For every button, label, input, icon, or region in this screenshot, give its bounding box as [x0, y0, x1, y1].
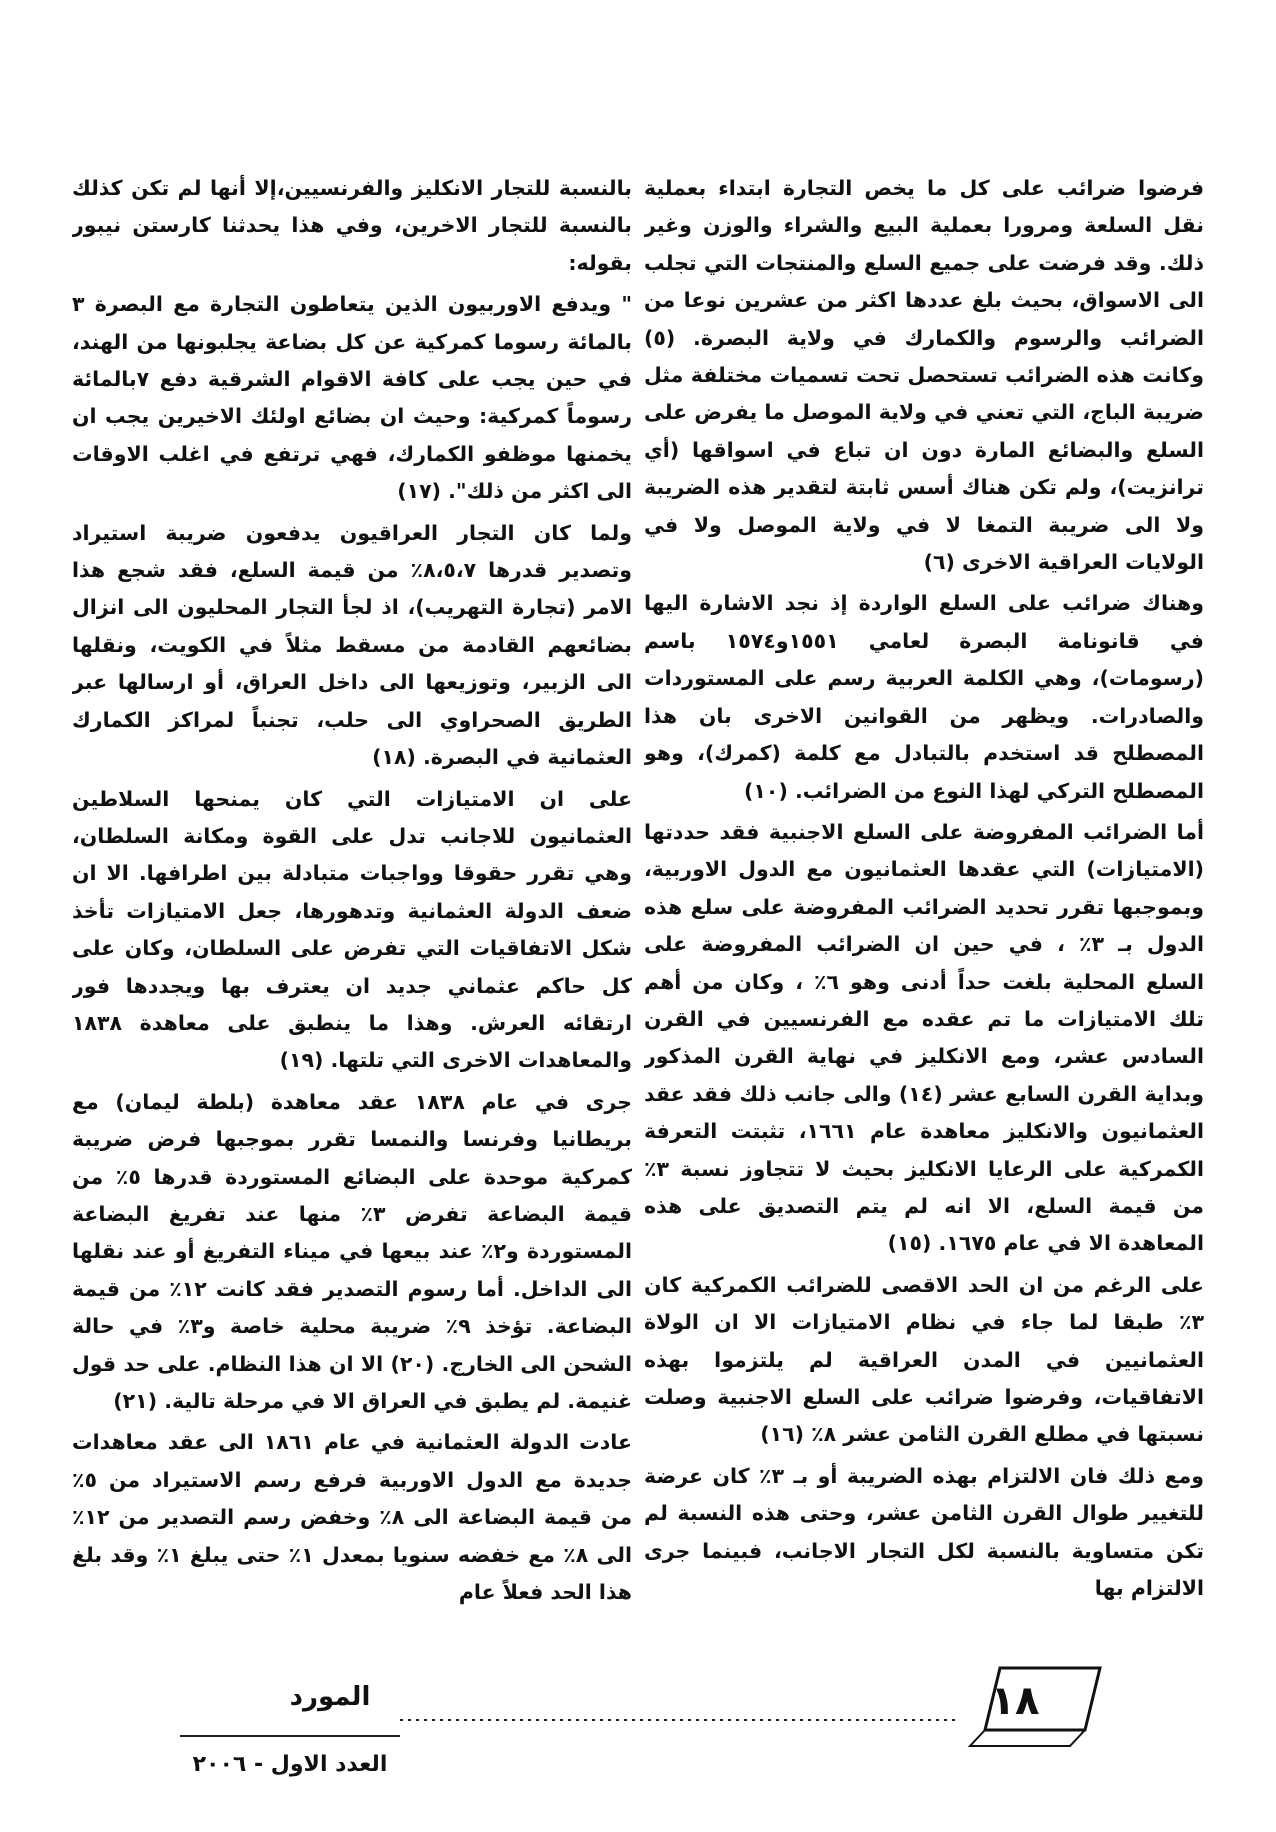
paragraph: فرضوا ضرائب على كل ما يخص التجارة ابتداء بعملية نقل السلعة ومرورا بعملية البيع والشراء والوزن وغير ذلك. وقد فرضت على جميع السلع والمنتجات التي تجلب الى الاسواق، بحيث بلغ عددها اكثر من عشرين نوعا من الضرائب والرسوم والكمارك في ولاية البصرة. (٥) وكانت هذه الضرائب تستحصل تحت تسميات مختلفة مثل ضريبة الباج، التي تعني في ولاية الموصل ما يفرض على السلع والبضائع المارة دون ان تباع في اسواقها (أي ترانزيت)، ولم تكن هناك أسس ثابتة لتقدير هذه الضريبة ولا الى ضريبة التمغا لا في ولاية الموصل ولا في الولايات العراقية الاخرى (٦)	[644, 176, 1204, 575]
left-column	[72, 170, 632, 1650]
right-column	[644, 170, 1204, 1650]
paragraph: عادت الدولة العثمانية في عام ١٨٦١ الى عقد معاهدات جديدة مع الدول الاوربية فرفع رسم الاستيراد من ٥٪ من قيمة البضاعة الى ٨٪ وخفض رسم التصدير من ١٢٪ الى ٨٪ مع خفضه سنويا بمعدل ١٪ حتى يبلغ ١٪ وقد بلغ هذا الحد فعلاً عام	[72, 1430, 632, 1605]
paragraph: جرى في عام ١٨٣٨ عقد معاهدة (بلطة ليمان) مع بريطانيا وفرنسا والنمسا تقرر بموجبها فرض ضريبة كمركية موحدة على البضائع المستوردة قدرها ٥٪ من قيمة البضاعة تفرض ٣٪ منها عند تفريغ البضاعة المستوردة و٢٪ عند بيعها في ميناء التفريغ أو عند نقلها الى الداخل. أما رسوم التصدير فقد كانت ١٢٪ من قيمة البضاعة. تؤخذ ٩٪ ضريبة محلية خاصة و٣٪ في حالة الشحن الى الخارج. (٢٠) الا ان هذا النظام. على حد قول غنيمة. لم يطبق في العراق الا في مرحلة تالية. (٢١)	[72, 1089, 632, 1413]
issue-line: العدد الاول - ٢٠٠٦	[192, 1752, 388, 1777]
page-number-tab-shadow	[970, 1730, 1085, 1746]
journal-name: المورد	[289, 1682, 371, 1712]
paragraph: ولما كان التجار العراقيون يدفعون ضريبة استيراد وتصدير قدرها ٨،٥،٧٪ من قيمة السلع، فقد شجع هذا الامر (تجارة التهريب)، اذ لجأ التجار المحليون الى انزال بضائعهم القادمة من مسقط مثلاً في الكويت، ونقلها الى الزبير، وتوزيعها الى داخل العراق، أو ارسالها عبر الطريق الصحراوي الى حلب، تجنباً لمراكز الكمارك العثمانية في البصرة. (١٨)	[72, 520, 632, 770]
paragraph: بالنسبة للتجار الانكليز والفرنسيين،إلا أنها لم تكن كذلك بالنسبة للتجار الاخرين، وفي هذا يحدثنا كارستن نيبور بقوله:	[72, 176, 632, 275]
paragraph: " ويدفع الاوربيون الذين يتعاطون التجارة مع البصرة ٣ بالمائة رسوما كمركية عن كل بضاعة يجلبونها من الهند، في حين يجب على كافة الاقوام الشرقية دفع ٧بالمائة رسوماً كمركية: وحيث ان بضائع اولئك الاخيرين يجب ان يخمنها موظفو الكمارك، فهي ترتفع في اغلب الاوقات الى اكثر من ذلك". (١٧)	[72, 292, 632, 504]
paragraph: ومع ذلك فان الالتزام بهذه الضريبة أو بـ ٣٪ كان عرضة للتغيير طوال القرن الثامن عشر، وحتى هذه النسبة لم تكن متساوية بالنسبة لكل التجار الاجانب، فبينما جرى الالتزام بها	[644, 1463, 1204, 1601]
page-number: ١٨	[990, 1678, 1040, 1724]
paragraph: وهناك ضرائب على السلع الواردة إذ نجد الاشارة اليها في قانونامة البصرة لعامي ١٥٥١و١٥٧٤ باسم (رسومات)، وهي الكلمة العربية رسم على المستوردات والصادرات. ويظهر من القوانين الاخرى بان هذا المصطلح قد استخدم بالتبادل مع كلمة (كمرك)، وهو المصطلح التركي لهذا النوع من الضرائب. (١٠)	[644, 591, 1204, 803]
paragraph: على الرغم من ان الحد الاقصى للضرائب الكمركية كان ٣٪ طبقا لما جاء في نظام الامتيازات الا ان الولاة العثمانيين في المدن العراقية لم يلتزموا بهذه الاتفاقيات، وفرضوا ضرائب على السلع الاجنبية وصلت نسبتها في مطلع القرن الثامن عشر ٨٪ (١٦)	[644, 1272, 1204, 1447]
paragraph: أما الضرائب المفروضة على السلع الاجنبية فقد حددتها (الامتيازات) التي عقدها العثمانيون مع الدول الاوربية، وبموجبها تقرر تحديد الضرائب المفروضة على سلع هذه الدول بـ ٣٪ ، في حين ان الضرائب المفروضة على السلع المحلية بلغت حداً أدنى وهو ٦٪ ، وكان من أهم تلك الامتيازات ما تم عقده مع الفرنسيين في القرن السادس عشر، ومع الانكليز في نهاية القرن المذكور وبداية القرن السابع عشر (١٤) والى جانب ذلك فقد عقد العثمانيون والانكليز معاهدة عام ١٦٦١، تثبتت التعرفة الكمركية على الرعايا الانكليز بحيث لا تتجاوز نسبة ٣٪ من قيمة السلع، الا انه لم يتم التصديق على هذه المعاهدة الا في عام ١٦٧٥. (١٥)	[644, 819, 1204, 1256]
paragraph: على ان الامتيازات التي كان يمنحها السلاطين العثمانيون للاجانب تدل على القوة ومكانة السلطان، وهي تقرر حقوقا وواجبات متبادلة بين اطرافها. الا ان ضعف الدولة العثمانية وتدهورها، جعل الامتيازات تأخذ شكل الاتفاقيات التي تفرض على السلطان، وكان على كل حاكم عثماني جديد ان يعترف بها ويجددها فور ارتقائه العرش. وهذا ما ينطبق على معاهدة ١٨٣٨ والمعاهدات الاخرى التي تلتها. (١٩)	[72, 786, 632, 1073]
